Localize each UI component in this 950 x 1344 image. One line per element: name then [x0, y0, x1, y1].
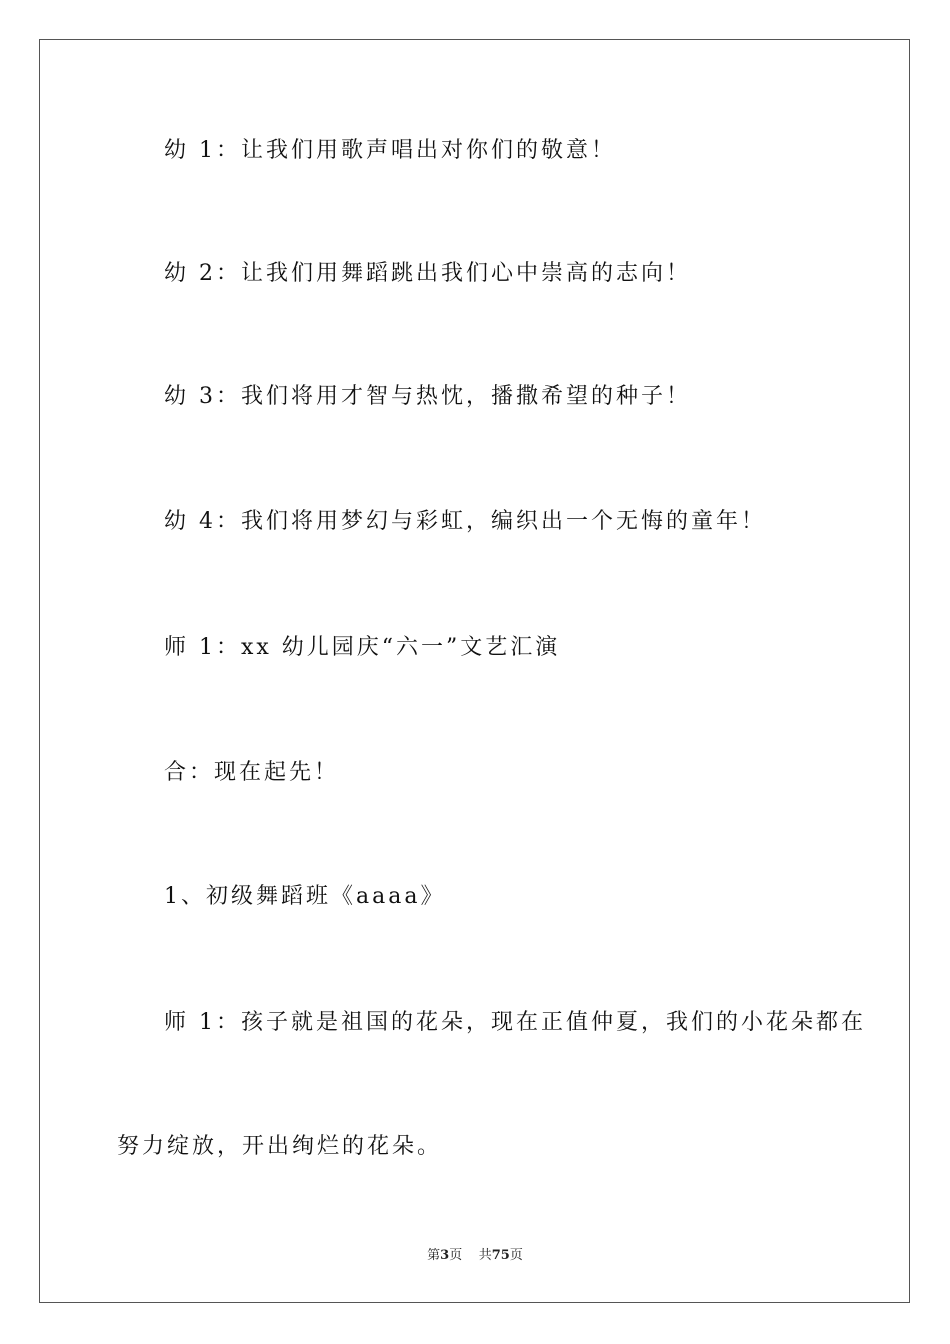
paragraph-line-4: 幼 4：我们将用梦幻与彩虹，编织出一个无悔的童年！: [164, 509, 766, 534]
total-suffix: 页: [509, 1248, 523, 1263]
page-number: 3: [440, 1248, 450, 1263]
paragraph-line-9: 努力绽放，开出绚烂的花朵。: [117, 1134, 443, 1159]
total-pages: 75: [491, 1248, 510, 1263]
paragraph-line-2: 幼 2：让我们用舞蹈跳出我们心中崇高的志向！: [164, 261, 691, 286]
page-border: [39, 39, 910, 1303]
total-prefix: 共: [478, 1248, 492, 1263]
page-prefix: 第: [427, 1248, 441, 1263]
paragraph-line-3: 幼 3：我们将用才智与热忱，播撒希望的种子！: [164, 384, 691, 409]
paragraph-line-1: 幼 1：让我们用歌声唱出对你们的敬意！: [164, 138, 616, 163]
paragraph-line-6: 合：现在起先！: [164, 760, 340, 785]
paragraph-line-8: 师 1：孩子就是祖国的花朵，现在正值仲夏，我们的小花朵都在: [164, 1010, 866, 1035]
page-footer: [0, 1248, 950, 1264]
paragraph-line-5: 师 1：xx 幼儿园庆“六一”文艺汇演: [164, 635, 561, 660]
page-suffix: 页: [449, 1248, 463, 1263]
paragraph-line-7: 1、初级舞蹈班《aaaa》: [164, 884, 446, 909]
